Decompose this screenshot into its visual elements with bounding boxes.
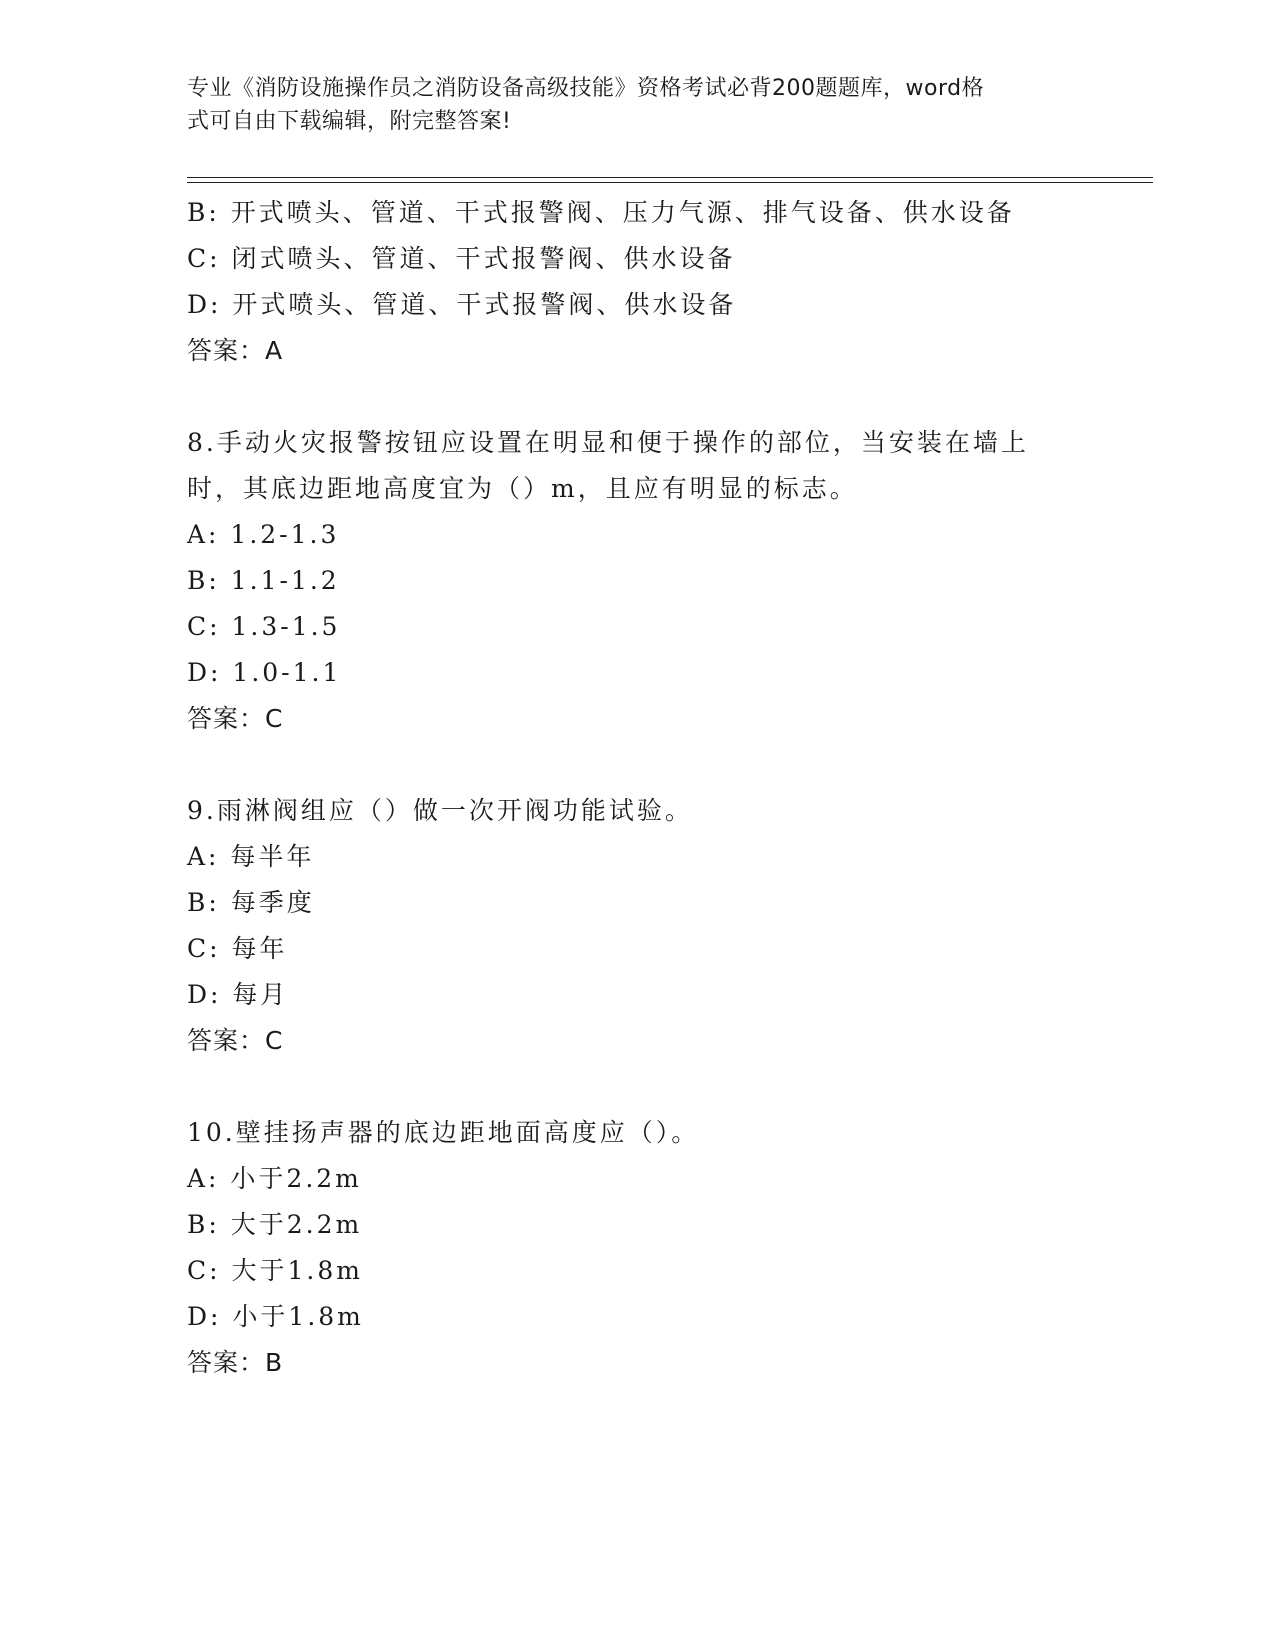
question-list xyxy=(187,190,1087,1386)
option-d: D: 1.0-1.1 xyxy=(187,658,342,687)
question-7-tail xyxy=(187,190,1087,374)
header-line-1: 专业《消防设施操作员之消防设备高级技能》资格考试必背200题题库，word格 xyxy=(187,76,985,101)
option-c: C: 每年 xyxy=(187,934,288,963)
question-stem: 9.雨淋阀组应（）做一次开阀功能试验。 xyxy=(187,796,693,825)
option-b: B: 1.1-1.2 xyxy=(187,566,340,595)
answer-line: 答案：A xyxy=(187,336,284,365)
question-stem: 10.壁挂扬声器的底边距地面高度应（）。 xyxy=(187,1118,700,1147)
question-8 xyxy=(187,420,1087,742)
option-c: C: 大于1.8m xyxy=(187,1256,363,1285)
option-c: C: 1.3-1.5 xyxy=(187,612,341,641)
option-b: B: 大于2.2m xyxy=(187,1210,363,1239)
header-line-2: 式可自由下载编辑，附完整答案! xyxy=(187,109,512,134)
option-a: A: 小于2.2m xyxy=(187,1164,362,1193)
option-d: D: 小于1.8m xyxy=(187,1302,364,1331)
option-d: D: 开式喷头、管道、干式报警阀、供水设备 xyxy=(187,290,737,319)
option-d: D: 每月 xyxy=(187,980,289,1009)
answer-line: 答案：C xyxy=(187,1026,284,1055)
answer-line: 答案：B xyxy=(187,1348,284,1377)
option-b: B: 开式喷头、管道、干式报警阀、压力气源、排气设备、供水设备 xyxy=(187,198,1015,227)
option-b: B: 每季度 xyxy=(187,888,315,917)
document-header xyxy=(187,72,1067,138)
option-c: C: 闭式喷头、管道、干式报警阀、供水设备 xyxy=(187,244,736,273)
option-a: A: 每半年 xyxy=(187,842,315,871)
question-9 xyxy=(187,788,1087,1064)
spacer xyxy=(187,1064,1087,1110)
option-a: A: 1.2-1.3 xyxy=(187,520,340,549)
spacer xyxy=(187,374,1087,420)
header-divider-top xyxy=(187,177,1153,178)
question-stem: 时，其底边距地高度宜为（）m，且应有明显的标志。 xyxy=(187,474,858,503)
answer-line: 答案：C xyxy=(187,704,284,733)
question-stem: 8.手动火灾报警按钮应设置在明显和便于操作的部位，当安装在墙上 xyxy=(187,428,1029,457)
question-10 xyxy=(187,1110,1087,1386)
spacer xyxy=(187,742,1087,788)
header-divider-bottom xyxy=(187,182,1153,183)
